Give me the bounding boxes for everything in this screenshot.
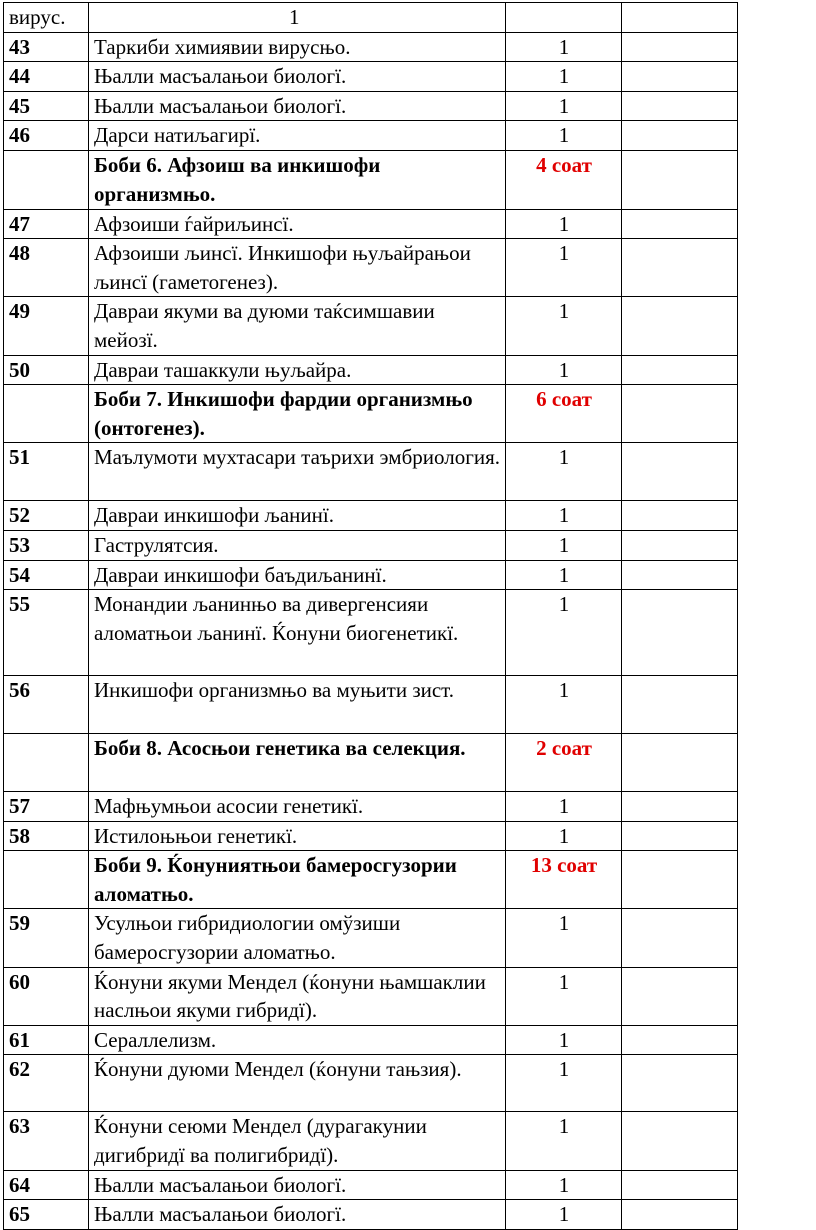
date-cell	[622, 443, 738, 501]
lesson-topic-cell: Усулњои гибридиологии омўзиши бамеросгузории аломатњо.	[89, 909, 506, 967]
section-title-cell: Боби 9. Ќонуниятњои бамеросгузории аломатњо.	[89, 851, 506, 909]
lesson-number-cell: 55	[4, 590, 89, 676]
table-row	[4, 239, 738, 297]
lesson-number-cell: 63	[4, 1112, 89, 1170]
date-cell	[622, 297, 738, 355]
lesson-topic-cell: Гаструлятсия.	[89, 530, 506, 560]
date-cell	[622, 1055, 738, 1112]
lesson-hours-cell: 1	[506, 1112, 622, 1170]
lesson-topic-cell: Монандии љанинњо ва дивергенсияи аломатњои љанинї. Ќонуни биогенетикї.	[89, 590, 506, 676]
lesson-number-cell	[4, 385, 89, 443]
lesson-topic-cell: Ќонуни якуми Мендел (ќонуни њамшаклии наслњои якуми гибридї).	[89, 967, 506, 1025]
table-row	[4, 355, 738, 385]
lesson-topic-cell: Дарси натиљагирї.	[89, 121, 506, 151]
date-cell	[622, 501, 738, 531]
table-row	[4, 676, 738, 734]
lesson-topic-cell: Њалли масъалањои биологї.	[89, 1200, 506, 1230]
lesson-number-cell: 61	[4, 1025, 89, 1055]
lesson-hours-cell: 1	[506, 355, 622, 385]
lesson-topic-cell: Таркиби химиявии вирусњо.	[89, 32, 506, 62]
date-cell	[622, 851, 738, 909]
table-row	[4, 1055, 738, 1112]
lesson-hours-cell: 1	[506, 91, 622, 121]
lesson-number-cell: 65	[4, 1200, 89, 1230]
lesson-hours-cell: 1	[506, 501, 622, 531]
lesson-topic-cell: 1	[89, 3, 506, 33]
lesson-hours-cell: 1	[506, 909, 622, 967]
lesson-hours-cell: 1	[506, 121, 622, 151]
lesson-number-cell: 54	[4, 560, 89, 590]
lesson-hours-cell: 1	[506, 821, 622, 851]
table-row	[4, 91, 738, 121]
table-row	[4, 821, 738, 851]
section-row	[4, 851, 738, 909]
lesson-number-cell: 51	[4, 443, 89, 501]
section-row	[4, 385, 738, 443]
lesson-number-cell: 45	[4, 91, 89, 121]
table-row	[4, 530, 738, 560]
lesson-hours-cell: 1	[506, 1025, 622, 1055]
date-cell	[622, 385, 738, 443]
lesson-plan-body	[4, 3, 738, 1230]
lesson-topic-cell: Ќонуни дуюми Мендел (ќонуни тањзия).	[89, 1055, 506, 1112]
lesson-hours-cell: 1	[506, 239, 622, 297]
lesson-topic-cell: Афзоиши љинсї. Инкишофи њуљайрањои љинсї (гаметогенез).	[89, 239, 506, 297]
lesson-topic-cell: Ќонуни сеюми Мендел (дурагакунии дигибридї ва полигибридї).	[89, 1112, 506, 1170]
lesson-number-cell: 58	[4, 821, 89, 851]
table-row	[4, 967, 738, 1025]
lesson-hours-cell: 1	[506, 792, 622, 822]
section-row	[4, 734, 738, 792]
table-row	[4, 501, 738, 531]
date-cell	[622, 355, 738, 385]
date-cell	[622, 239, 738, 297]
lesson-hours-cell: 1	[506, 443, 622, 501]
section-row	[4, 151, 738, 209]
table-row	[4, 3, 738, 33]
date-cell	[622, 909, 738, 967]
lesson-topic-cell: Давраи инкишофи љанинї.	[89, 501, 506, 531]
lesson-number-cell: 46	[4, 121, 89, 151]
date-cell	[622, 121, 738, 151]
table-row	[4, 121, 738, 151]
table-row	[4, 560, 738, 590]
lesson-number-cell: 62	[4, 1055, 89, 1112]
table-row	[4, 909, 738, 967]
lesson-number-cell: 50	[4, 355, 89, 385]
table-row	[4, 1025, 738, 1055]
table-row	[4, 443, 738, 501]
lesson-hours-cell: 1	[506, 967, 622, 1025]
section-hours-cell: 4 соат	[506, 151, 622, 209]
lesson-number-cell: 53	[4, 530, 89, 560]
table-row	[4, 590, 738, 676]
section-hours-cell: 13 соат	[506, 851, 622, 909]
table-row	[4, 32, 738, 62]
lesson-hours-cell	[506, 3, 622, 33]
lesson-hours-cell: 1	[506, 62, 622, 92]
lesson-topic-cell: Маълумоти мухтасари таърихи эмбриология.	[89, 443, 506, 501]
lesson-plan-table	[3, 2, 738, 1230]
date-cell	[622, 590, 738, 676]
lesson-number-cell: 44	[4, 62, 89, 92]
date-cell	[622, 734, 738, 792]
date-cell	[622, 560, 738, 590]
table-row	[4, 297, 738, 355]
section-title-cell: Боби 7. Инкишофи фардии организмњо (онтогенез).	[89, 385, 506, 443]
lesson-topic-cell: Мафњумњои асосии генетикї.	[89, 792, 506, 822]
date-cell	[622, 967, 738, 1025]
lesson-number-cell	[4, 851, 89, 909]
lesson-topic-cell: Њалли масъалањои биологї.	[89, 1170, 506, 1200]
lesson-hours-cell: 1	[506, 530, 622, 560]
section-title-cell: Боби 6. Афзоиш ва инкишофи организмњо.	[89, 151, 506, 209]
section-hours-cell: 6 соат	[506, 385, 622, 443]
lesson-number-cell: 64	[4, 1170, 89, 1200]
lesson-hours-cell: 1	[506, 676, 622, 734]
lesson-topic-cell: Њалли масъалањои биологї.	[89, 91, 506, 121]
lesson-number-cell: 59	[4, 909, 89, 967]
lesson-number-cell: 43	[4, 32, 89, 62]
lesson-hours-cell: 1	[506, 560, 622, 590]
lesson-topic-cell: Давраи якуми ва дуюми таќсимшавии мейозї.	[89, 297, 506, 355]
lesson-topic-cell: Њалли масъалањои биологї.	[89, 62, 506, 92]
lesson-hours-cell: 1	[506, 1200, 622, 1230]
lesson-number-cell	[4, 734, 89, 792]
section-hours-cell: 2 соат	[506, 734, 622, 792]
lesson-topic-cell: Давраи ташаккули њуљайра.	[89, 355, 506, 385]
lesson-number-cell: 49	[4, 297, 89, 355]
table-row	[4, 1170, 738, 1200]
table-row	[4, 209, 738, 239]
date-cell	[622, 530, 738, 560]
date-cell	[622, 151, 738, 209]
date-cell	[622, 676, 738, 734]
lesson-hours-cell: 1	[506, 1170, 622, 1200]
date-cell	[622, 1025, 738, 1055]
date-cell	[622, 792, 738, 822]
section-title-cell: Боби 8. Асосњои генетика ва селекция.	[89, 734, 506, 792]
lesson-topic-cell: Давраи инкишофи баъдиљанинї.	[89, 560, 506, 590]
date-cell	[622, 209, 738, 239]
date-cell	[622, 3, 738, 33]
lesson-number-cell	[4, 151, 89, 209]
lesson-number-cell: 57	[4, 792, 89, 822]
date-cell	[622, 32, 738, 62]
date-cell	[622, 62, 738, 92]
lesson-hours-cell: 1	[506, 32, 622, 62]
date-cell	[622, 1112, 738, 1170]
lesson-hours-cell: 1	[506, 590, 622, 676]
lesson-number-cell: вирус.	[4, 3, 89, 33]
table-row	[4, 1200, 738, 1230]
table-row	[4, 62, 738, 92]
table-row	[4, 1112, 738, 1170]
lesson-topic-cell: Афзоиши ѓайриљинсї.	[89, 209, 506, 239]
date-cell	[622, 821, 738, 851]
lesson-topic-cell: Инкишофи организмњо ва муњити зист.	[89, 676, 506, 734]
table-row	[4, 792, 738, 822]
lesson-number-cell: 60	[4, 967, 89, 1025]
lesson-number-cell: 56	[4, 676, 89, 734]
lesson-hours-cell: 1	[506, 209, 622, 239]
lesson-topic-cell: Сераллелизм.	[89, 1025, 506, 1055]
date-cell	[622, 1200, 738, 1230]
lesson-number-cell: 52	[4, 501, 89, 531]
lesson-topic-cell: Истилоњњои генетикї.	[89, 821, 506, 851]
lesson-hours-cell: 1	[506, 1055, 622, 1112]
date-cell	[622, 91, 738, 121]
lesson-number-cell: 48	[4, 239, 89, 297]
lesson-hours-cell: 1	[506, 297, 622, 355]
lesson-number-cell: 47	[4, 209, 89, 239]
date-cell	[622, 1170, 738, 1200]
